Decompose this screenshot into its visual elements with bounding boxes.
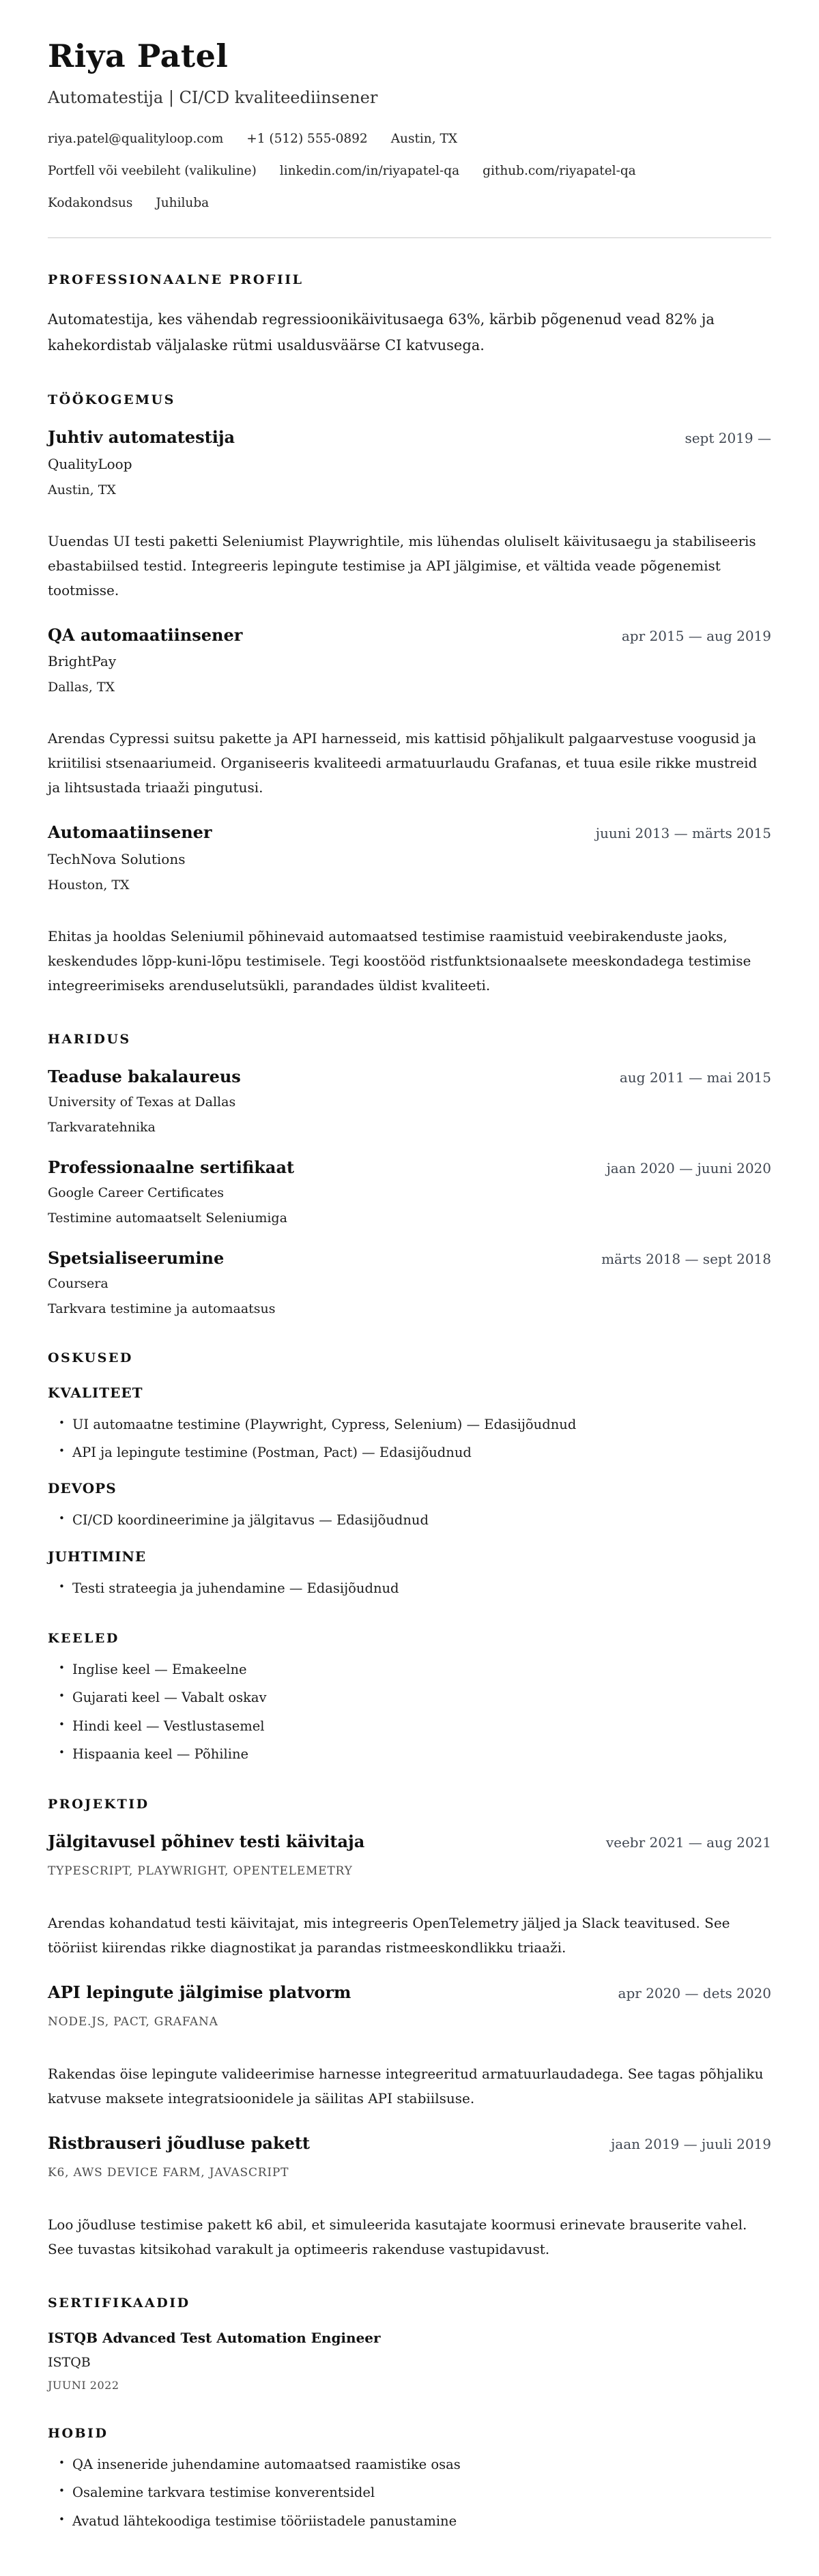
education-header — [48, 1249, 771, 1269]
job-description: Uuendas UI testi paketti Seleniumist Playwrightile, mis lühendas oluliselt käivitusaegu ja stabiliseeris ebastabiilsed testid. Integreeris lepingute testimise ja API jälgimise, et vältida veade põgenemist tootmisse. — [48, 532, 756, 598]
edu-degree: Professionaalne sertifikaat — [48, 1157, 295, 1178]
job-entry — [48, 626, 771, 800]
job-description: Arendas Cypressi suitsu pakette ja API harnesseid, mis kattisid põhjalikult palgaarvestuse voogusid ja kriitilisi stsenaariumeid. Organiseeris kvaliteedi armatuurlaudu Grafanas, et tuua esile rikke mustreid ja lihtsustada triaaži pingutusi. — [48, 730, 758, 796]
cert-issuer: ISTQB — [48, 2354, 91, 2370]
job-header — [48, 823, 771, 843]
job-location: Austin, TX — [48, 482, 116, 497]
job-company: QualityLoop — [48, 455, 132, 472]
edu-dates: aug 2011 — mai 2015 — [619, 1069, 771, 1086]
job-description: Ehitas ja hooldas Seleniumil põhinevaid automaatsed testimise raamistuid veebirakenduste jaoks, keskendudes lõpp-kuni-lõpu testimisele. Tegi koostööd ristfunktsionaalsete meeskondadega testimise integreerimiseks arenduselutsükli, parandades üldist kvaliteeti. — [48, 928, 751, 994]
project-header — [48, 1983, 771, 2003]
project-description: Loo jõudluse testimise pakett k6 abil, et simuleerida kasutajate koormusi erinevate brauserite vahel. See tuvastas kitsikohad varakult ja optimeeris rakenduse vastupidavust. — [48, 2216, 747, 2257]
education-entry — [48, 1249, 771, 1316]
job-header — [48, 626, 771, 646]
project-header — [48, 2134, 771, 2154]
edu-degree: Spetsialiseerumine — [48, 1247, 225, 1268]
skill-group — [48, 1548, 771, 1597]
edu-dates: märts 2018 — sept 2018 — [601, 1250, 771, 1267]
hobby-item: • QA inseneride juhendamine automaatsed raamistike osas — [72, 2456, 771, 2473]
education-header — [48, 1158, 771, 1178]
project-title: API lepingute jälgimise platvorm — [48, 1982, 351, 2003]
cert-date: JUUNI 2022 — [48, 2378, 119, 2392]
skill-group-name: JUHTIMINE — [48, 1548, 147, 1565]
project-dates: jaan 2019 — juuli 2019 — [611, 2136, 771, 2153]
contact-citizenship: Kodakondsus — [48, 195, 133, 210]
contact-phone: +1 (512) 555-0892 — [246, 131, 368, 146]
section-heading-education: HARIDUS — [48, 1032, 131, 1047]
project-description: Arendas kohandatud testi käivitajat, mis integreeris OpenTelemetry jäljed ja Slack teavitused. See tööriist kiirendas rikke diagnostikat ja parandas ristmeeskondlikku triaaži. — [48, 1915, 730, 1956]
education-entry — [48, 1067, 771, 1135]
section-hobbies — [48, 2426, 771, 2530]
section-heading-languages: KEELED — [48, 1631, 119, 1647]
section-heading-projects: PROJEKTID — [48, 1797, 149, 1812]
edu-school: University of Texas at Dallas — [48, 1095, 236, 1110]
skill-group — [48, 1480, 771, 1529]
job-location: Houston, TX — [48, 878, 130, 893]
project-dates: apr 2020 — dets 2020 — [618, 1985, 771, 2002]
contact-row — [48, 164, 771, 178]
project-entry — [48, 2134, 771, 2261]
section-education — [48, 1032, 771, 1316]
section-heading-profile: PROFESSIONAALNE PROFIIL — [48, 272, 304, 287]
job-entry — [48, 428, 771, 603]
skill-item: • UI automaatne testimine (Playwright, Cypress, Selenium) — Edasijõudnud — [72, 1416, 771, 1433]
project-stack: TYPESCRIPT, PLAYWRIGHT, OPENTELEMETRY — [48, 1864, 353, 1879]
project-dates: veebr 2021 — aug 2021 — [605, 1834, 771, 1851]
section-experience — [48, 392, 771, 998]
skill-list — [48, 1580, 771, 1597]
edu-field: Testimine automaatselt Seleniumiga — [48, 1210, 287, 1226]
project-stack: K6, AWS DEVICE FARM, JAVASCRIPT — [48, 2165, 289, 2180]
language-item: • Hispaania keel — Põhiline — [72, 1746, 771, 1763]
headline: Automatestija | CI/CD kvaliteediinsener — [48, 87, 378, 107]
header — [48, 38, 771, 238]
project-entry — [48, 1832, 771, 1960]
project-description: Rakendas öise lepingute valideerimise harnesse integreeritud armatuurlaudadega. See tagas põhjaliku katvuse maksete integratsioonidele ja säilitas API stabiilsuse. — [48, 2066, 764, 2107]
job-title: Juhtiv automatestija — [48, 426, 235, 447]
header-divider — [48, 237, 771, 238]
contact-portfolio: Portfell või veebileht (valikuline) — [48, 163, 257, 178]
name-heading: Riya Patel — [48, 38, 229, 74]
section-languages — [48, 1631, 771, 1763]
job-dates: apr 2015 — aug 2019 — [621, 627, 771, 644]
skill-group-name: KVALITEET — [48, 1384, 143, 1401]
project-entry — [48, 1983, 771, 2111]
contact-row — [48, 196, 771, 210]
edu-dates: jaan 2020 — juuni 2020 — [606, 1160, 771, 1177]
certification-entry — [48, 2330, 771, 2392]
section-heading-certifications: SERTIFIKAADID — [48, 2295, 190, 2311]
project-title: Jälgitavusel põhinev testi käivitaja — [48, 1832, 365, 1852]
contact-email: riya.patel@qualityloop.com — [48, 131, 224, 146]
edu-degree: Teaduse bakalaureus — [48, 1067, 241, 1087]
education-entry — [48, 1158, 771, 1226]
contact-location: Austin, TX — [390, 131, 457, 146]
hobby-list — [48, 2456, 771, 2530]
hobby-item: • Osalemine tarkvara testimise konverentsidel — [72, 2484, 771, 2501]
section-heading-skills: OSKUSED — [48, 1350, 133, 1365]
skill-group — [48, 1385, 771, 1462]
skill-item: • CI/CD koordineerimine ja jälgitavus — Edasijõudnud — [72, 1511, 771, 1529]
contact-github: github.com/riyapatel-qa — [483, 163, 636, 178]
project-stack: NODE.JS, PACT, GRAFANA — [48, 2015, 218, 2029]
project-title: Ristbrauseri jõudluse pakett — [48, 2133, 311, 2154]
section-projects — [48, 1797, 771, 2261]
edu-field: Tarkvaratehnika — [48, 1120, 156, 1135]
job-company: BrightPay — [48, 653, 117, 670]
job-dates: juuni 2013 — märts 2015 — [595, 825, 771, 842]
contact-linkedin: linkedin.com/in/riyapatel-qa — [279, 163, 460, 178]
skill-list — [48, 1511, 771, 1529]
job-location: Dallas, TX — [48, 680, 115, 695]
language-item: • Gujarati keel — Vabalt oskav — [72, 1689, 771, 1706]
job-header — [48, 428, 771, 448]
section-profile — [48, 272, 771, 358]
skill-item: • Testi strateegia ja juhendamine — Edasijõudnud — [72, 1580, 771, 1597]
skill-item: • API ja lepingute testimine (Postman, Pact) — Edasijõudnud — [72, 1444, 771, 1461]
language-item: • Inglise keel — Emakeelne — [72, 1661, 771, 1678]
skill-list — [48, 1416, 771, 1462]
edu-school: Coursera — [48, 1275, 109, 1291]
job-dates: sept 2019 — — [685, 429, 771, 446]
contact-row — [48, 132, 771, 146]
hobby-item: • Avatud lähtekoodiga testimise tööriistadele panustamine — [72, 2513, 771, 2530]
section-skills — [48, 1350, 771, 1597]
skill-group-name: DEVOPS — [48, 1480, 117, 1497]
section-heading-hobbies: HOBID — [48, 2425, 109, 2441]
profile-summary: Automatestija, kes vähendab regressioonikäivitusaega 63%, kärbib põgenenud vead 82% ja kahekordistab väljalaske rütmi usaldusväärse CI katvusega. — [48, 310, 715, 353]
cert-name: ISTQB Advanced Test Automation Engineer — [48, 2329, 381, 2346]
education-header — [48, 1067, 771, 1087]
section-certifications — [48, 2296, 771, 2392]
edu-school: Google Career Certificates — [48, 1185, 224, 1200]
job-title: QA automaatiinsener — [48, 624, 243, 645]
job-company: TechNova Solutions — [48, 851, 186, 868]
contact-drivers-license: Juhiluba — [156, 195, 210, 210]
edu-field: Tarkvara testimine ja automaatsus — [48, 1301, 276, 1316]
section-heading-experience: TÖÖKOGEMUS — [48, 392, 175, 407]
language-item: • Hindi keel — Vestlustasemel — [72, 1718, 771, 1735]
job-entry — [48, 823, 771, 998]
job-title: Automaatiinsener — [48, 822, 212, 843]
project-header — [48, 1832, 771, 1852]
language-list — [48, 1661, 771, 1763]
